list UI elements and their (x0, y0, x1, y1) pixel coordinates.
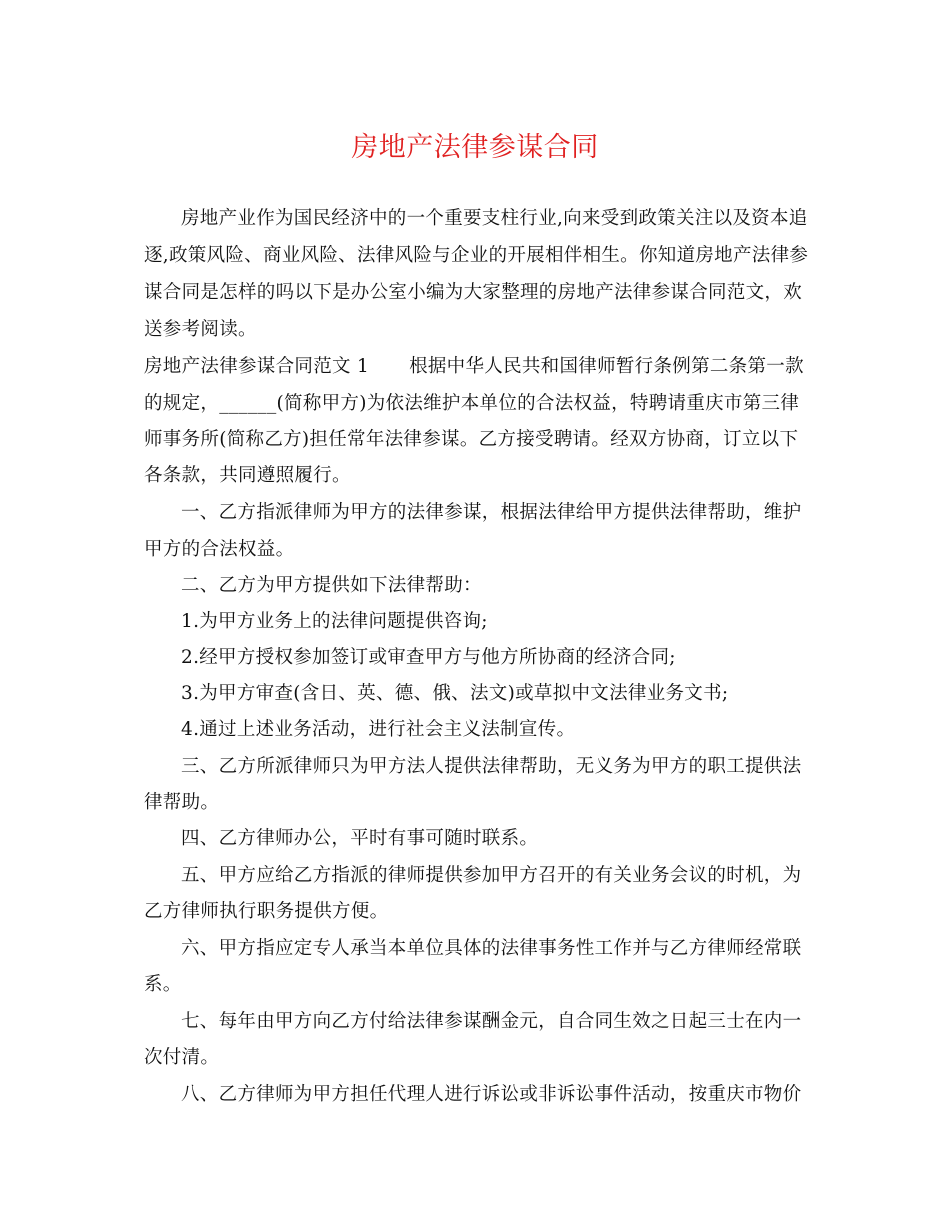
sample-first-sentence: 根据中华人民共和国律师暂行条例第二条第一款 (409, 356, 804, 377)
clause-6-line-1: 六、甲方指应定专人承当本单位具体的法律事务性工作并与乙方律师经常联 (181, 938, 802, 959)
sample-heading: 房地产法律参谋合同范文 1 (144, 356, 370, 377)
intro-line-1: 房地产业作为国民经济中的一个重要支柱行业,向来受到政策关注以及资本追 (181, 208, 808, 229)
preamble-line-2: 师事务所(简称乙方)担任常年法律参谋。乙方接受聘请。经双方协商，订立以下 (144, 429, 799, 450)
clause-3-line-1: 三、乙方所派律师只为甲方法人提供法律帮助，无义务为甲方的职工提供法 (181, 756, 802, 777)
preamble-line-3: 各条款，共同遵照履行。 (144, 465, 351, 486)
clause-8-line-1: 八、乙方律师为甲方担任代理人进行诉讼或非诉讼事件活动，按重庆市物价 (181, 1084, 802, 1105)
clause-5-line-1: 五、甲方应给乙方指派的律师提供参加甲方召开的有关业务会议的时机，为 (181, 865, 802, 886)
intro-line-4: 送参考阅读。 (144, 319, 257, 340)
clause-1-line-1: 一、乙方指派律师为甲方的法律参谋，根据法律给甲方提供法律帮助，维护 (181, 502, 802, 523)
sample-heading-line (144, 352, 804, 382)
clause-7-line-1: 七、每年由甲方向乙方付给法律参谋酬金元，自合同生效之日起三士在内一 (181, 1011, 802, 1032)
clause-5-line-2: 乙方律师执行职务提供方便。 (144, 901, 389, 922)
document-title: 房地产法律参谋合同 (351, 132, 599, 163)
clause-1-line-2: 甲方的合法权益。 (144, 539, 295, 560)
intro-line-2: 逐,政策风险、商业风险、法律风险与企业的开展相伴相生。你知道房地产法律参 (144, 245, 809, 266)
clause-3-line-2: 律帮助。 (144, 792, 220, 813)
clause-6-line-2: 系。 (144, 974, 182, 995)
clause-2: 二、乙方为甲方提供如下法律帮助： (181, 575, 482, 596)
intro-line-3: 谋合同是怎样的吗以下是办公室小编为大家整理的房地产法律参谋合同范文，欢 (144, 282, 803, 303)
clause-7-line-2: 次付清。 (144, 1047, 220, 1068)
clause-2-item-4: 4.通过上述业务活动，进行社会主义法制宣传。 (181, 719, 576, 740)
clause-2-item-2: 2.经甲方授权参加签订或审查甲方与他方所协商的经济合同; (181, 647, 676, 668)
preamble-line-1: 的规定，______(简称甲方)为依法维护本单位的合法权益，特聘请重庆市第三律 (144, 393, 800, 414)
clause-4: 四、乙方律师办公，平时有事可随时联系。 (181, 828, 539, 849)
clause-2-item-1: 1.为甲方业务上的法律问题提供咨询; (181, 611, 488, 632)
clause-2-item-3: 3.为甲方审查(含日、英、德、俄、法文)或草拟中文法律业务文书; (181, 683, 729, 704)
